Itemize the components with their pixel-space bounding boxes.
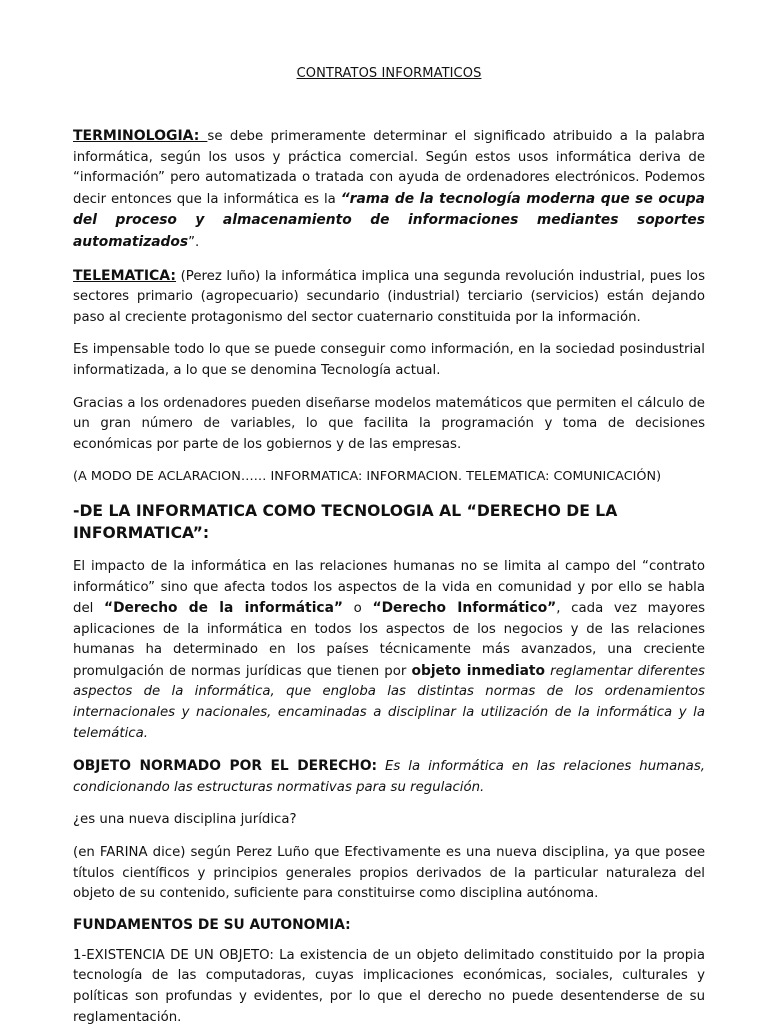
paragraph-terminologia (73, 126, 705, 254)
impacto-italic: reglamentar diferentes aspectos de la informática, que engloba las distintas normas de los ordenamientos internacionales y nacionales, encaminadas a disciplinar la utilización de la informática y la telemática. (73, 663, 705, 741)
paragraph-ordenadores: Gracias a los ordenadores pueden diseñarse modelos matemáticos que permiten el cálculo de un gran número de variables, lo que facilita la programación y toma de decisiones económicas por parte de los gobiernos y de las empresas. (73, 395, 705, 452)
impacto-text-d: , cada vez mayores aplicaciones de la informática en todos los aspectos de los negocios y de las relaciones humanas ha determinado en los países técnicamente más avanzados, una creciente promulgación de normas jurídicas que tienen por (73, 601, 706, 679)
impacto-bold-1: “Derecho de la informática” (104, 600, 343, 617)
term-telematica: TELEMATICA: (73, 267, 177, 284)
impacto-text-a: El impacto de la informática en las relaciones humanas no se limita al campo del “contrato informático” sino que afecta todos los aspectos de la vida en comunidad y por ello se habla del (73, 558, 705, 617)
terminologia-quote: “rama de la tecnología moderna que se ocupa del proceso y almacenamiento de informaciones mediantes soportes automatizados (73, 190, 705, 250)
impacto-bold-3: objeto inmediato (411, 662, 545, 679)
terminologia-text: se debe primeramente determinar el significado atribuido a la palabra informática, según los usos y práctica comercial. Según estos usos informática deriva de “información” pero automatizada o tratada con ayuda de ordenadores electrónicos. Podemos decir entonces que la informática es la (73, 129, 705, 207)
paragraph-impacto (73, 557, 705, 744)
section-heading: -DE LA INFORMATICA COMO TECNOLOGIA AL “DERECHO DE LA INFORMATICA”: (73, 501, 618, 542)
objeto-normado-text: Es la informática en las relaciones humanas, condicionando las estructuras normativas para su regulación. (73, 759, 705, 795)
paragraph-impensable: Es impensable todo lo que se puede conseguir como información, en la sociedad posindustrial informatizada, a lo que se denomina Tecnología actual. (73, 342, 705, 378)
term-terminologia: TERMINOLOGIA: (73, 128, 208, 144)
paragraph-telematica (73, 266, 705, 329)
telematica-text: (Perez luño) la informática implica una segunda revolución industrial, pues los sectores primario (agropecuario) secundario (industrial) terciario (servicios) están dejando paso al creciente protagonismo del sector cuaternario constituida por la información. (73, 268, 705, 325)
impacto-text-c: o (342, 601, 373, 617)
paragraph-existencia: 1-EXISTENCIA DE UN OBJETO: La existencia de un objeto delimitado constituido por la propia tecnología de las computadoras, cuyas implicaciones económicas, sociales, culturales y políticas son profundas y evidentes, por lo que el derecho no puede desentenderse de su reglamentación. (73, 947, 705, 1025)
term-objeto-normado: OBJETO NORMADO POR EL DERECHO: (73, 758, 378, 775)
paragraph-aclaracion: (A MODO DE ACLARACION…… INFORMATICA: INFORMACION. TELEMATICA: COMUNICACIÓN) (73, 469, 662, 485)
paragraph-farina: (en FARINA dice) según Perez Luño que Efectivamente es una nueva disciplina, ya que posee títulos científicos y principios generales propios derivados de la particular naturaleza del objeto de su contenido, suficiente para constituirse como disciplina autónoma. (73, 845, 705, 902)
impacto-bold-2: “Derecho Informático” (372, 600, 557, 617)
paragraph-pregunta: ¿es una nueva disciplina jurídica? (73, 812, 297, 828)
fundamentos-heading: FUNDAMENTOS DE SU AUTONOMIA: (73, 916, 351, 933)
paragraph-objeto-normado (73, 756, 705, 798)
document-title: CONTRATOS INFORMATICOS (296, 66, 482, 81)
terminologia-end: ”. (188, 234, 200, 250)
